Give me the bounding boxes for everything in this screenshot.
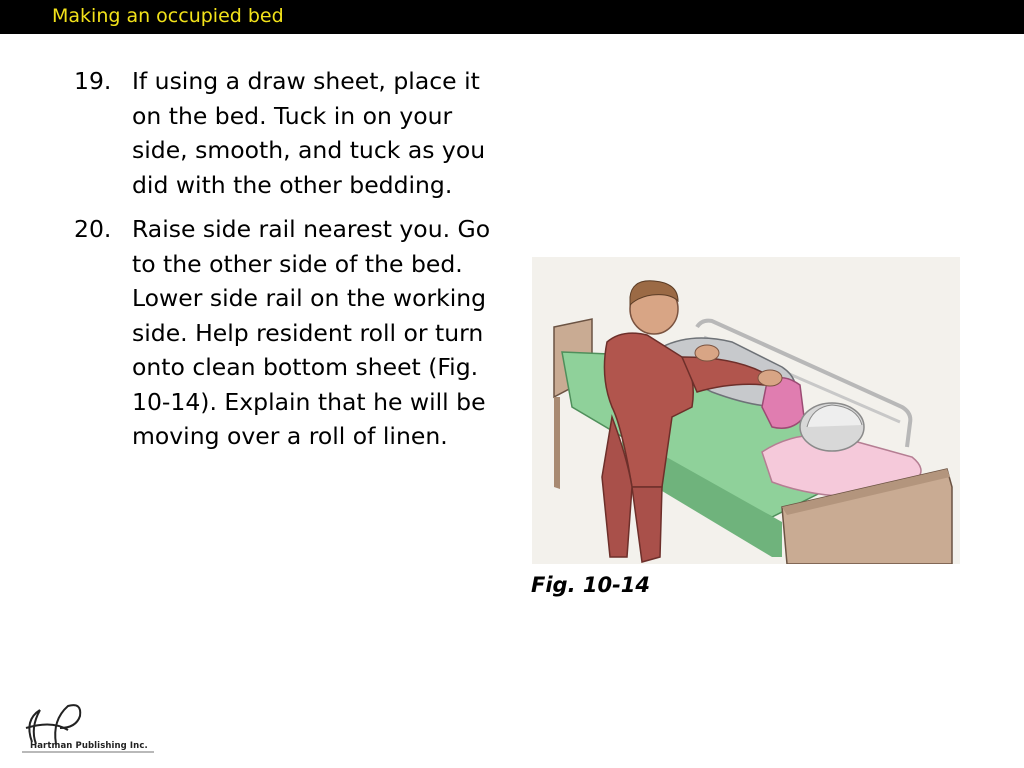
bed-illustration: [532, 257, 960, 564]
hartman-publishing-logo: [12, 700, 162, 760]
step-19: [74, 64, 514, 202]
step-list: [74, 64, 514, 464]
step-text: Raise side rail nearest you. Go to the other side of the bed. Lower side rail on the working side. Help resident roll or turn onto clean bottom sheet (Fig. 10-14). Explain that he will be moving over a roll of linen.: [132, 215, 491, 450]
caregiver-turning-resident-illustration: [532, 257, 960, 564]
step-20: [74, 212, 514, 454]
publisher-name: Hartman Publishing Inc.: [30, 741, 148, 751]
step-number: 20.: [74, 215, 112, 243]
title-bar: [0, 0, 1024, 34]
step-text: If using a draw sheet, place it on the bed. Tuck in on your side, smooth, and tuck as you did with the other bedding.: [132, 67, 486, 199]
figure-caption: Fig. 10-14: [531, 573, 651, 597]
step-number: 19.: [74, 67, 112, 95]
slide-title: Making an occupied bed: [52, 5, 284, 27]
